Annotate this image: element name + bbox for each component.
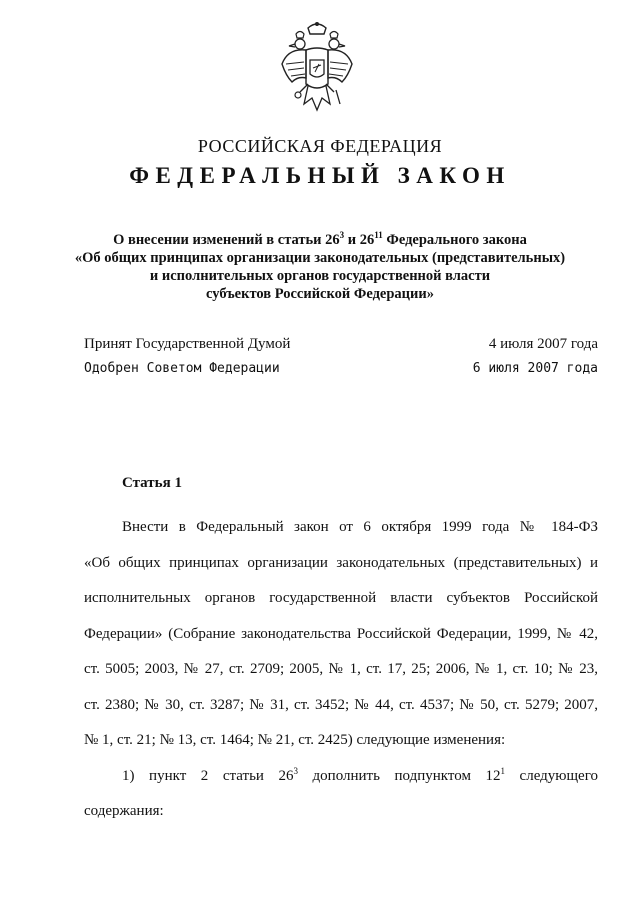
duma-date: 4 июля 2007 года <box>488 336 598 352</box>
law-title-line-2: «Об общих принципах организации законодательных (представительных) <box>74 250 566 266</box>
article-heading: Статья 1 <box>122 475 182 491</box>
article-line-3: исполнительных органов государственной власти субъектов Российской <box>84 590 598 606</box>
article-line-5: ст. 5005; 2003, № 27, ст. 2709; 2005, № 1, ст. 17, 25; 2006, № 1, ст. 10; № 23, <box>84 661 598 677</box>
law-title-line-3: и исполнительных органов государственной власти <box>149 268 491 284</box>
law-title-line-1: О внесении изменений в статьи $26^3$ и $26^{11}$ Федерального закона <box>113 230 527 248</box>
duma-label: Принят Государственной Думой <box>84 336 291 352</box>
council-label: Одобрен Советом Федерации <box>84 361 280 376</box>
article-line-2: «Об общих принципах организации законодательных (представительных) и <box>84 554 598 571</box>
item-1-line-1: 1) пункт 2 статьи $26^3$ дополнить подпунктом $12^1$ следующего <box>122 765 598 784</box>
article-line-6: ст. 2380; № 30, ст. 3287; № 31, ст. 3452; № 44, ст. 4537; № 50, ст. 5279; 2007, <box>84 696 598 713</box>
law-type-heading: ФЕДЕРАЛЬНЫЙ ЗАКОН <box>129 163 511 188</box>
council-date: 6 июля 2007 года <box>472 361 598 376</box>
coat-of-arms-icon <box>278 20 356 120</box>
law-title-line-4: субъектов Российской Федерации» <box>206 286 434 302</box>
item-1-line-2: содержания: <box>84 803 164 819</box>
article-line-7: № 1, ст. 21; № 13, ст. 1464; № 21, ст. 2425) следующие изменения: <box>84 732 506 748</box>
article-line-1: Внести в Федеральный закон от 6 октября 1999 года № 184-ФЗ <box>122 519 598 535</box>
article-body <box>84 510 598 830</box>
country-name: РОССИЙСКАЯ ФЕДЕРАЦИЯ <box>197 136 443 156</box>
article-line-4: Федерации» (Собрание законодательства Российской Федерации, 1999, № 42, <box>84 625 598 642</box>
law-title <box>60 231 580 303</box>
